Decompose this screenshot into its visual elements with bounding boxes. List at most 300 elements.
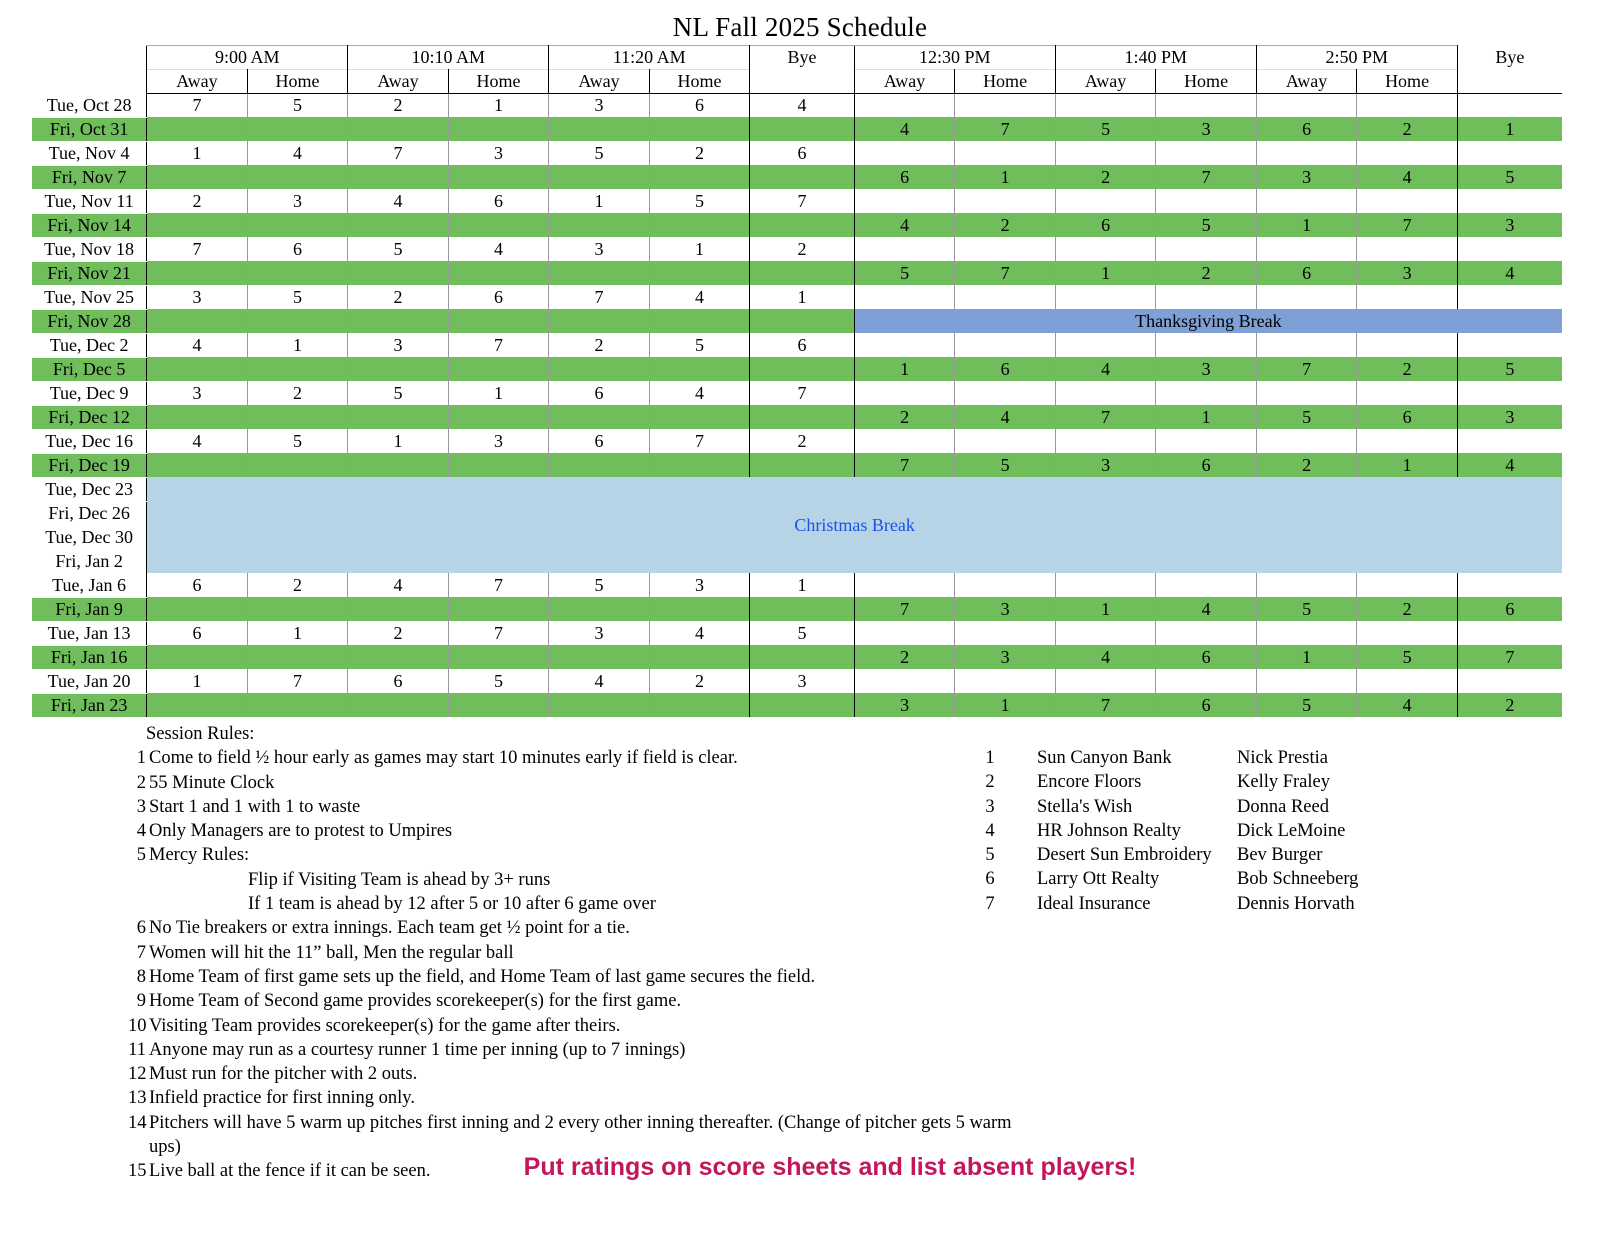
pm-game-home-2: 6 — [1357, 405, 1458, 429]
pm-game-home-1 — [1156, 381, 1257, 405]
team-number: 3 — [985, 796, 995, 817]
am-game-away-0 — [147, 165, 248, 189]
pm-game-away-0: 5 — [854, 261, 955, 285]
row-date: Tue, Dec 9 — [32, 381, 147, 405]
header-row-times — [32, 46, 1562, 70]
rule-text: Visiting Team provides scorekeeper(s) for the game after theirs. — [149, 1015, 621, 1036]
am-game-home-1 — [448, 645, 549, 669]
row-date: Tue, Jan 6 — [32, 573, 147, 597]
schedule-row — [32, 357, 1562, 381]
am-game-away-1 — [348, 453, 449, 477]
pm-game-away-1 — [1055, 237, 1156, 261]
header-time-0140: 1:40 PM — [1055, 46, 1256, 70]
am-game-away-2 — [549, 165, 650, 189]
am-game-away-2: 6 — [549, 381, 650, 405]
am-game-home-1 — [448, 261, 549, 285]
team-number: 4 — [985, 820, 995, 841]
am-game-home-1: 3 — [448, 141, 549, 165]
pm-bye-cell — [1457, 333, 1562, 357]
pm-bye-cell: 5 — [1457, 357, 1562, 381]
am-game-home-2: 4 — [649, 621, 750, 645]
rule-item — [128, 941, 1028, 965]
pm-bye-cell: 3 — [1457, 213, 1562, 237]
pm-game-home-1: 3 — [1156, 117, 1257, 141]
am-game-away-1 — [348, 213, 449, 237]
pm-bye-cell: 5 — [1457, 165, 1562, 189]
pm-game-away-2 — [1256, 189, 1357, 213]
rule-number: 9 — [136, 991, 146, 1012]
am-game-away-0: 4 — [147, 429, 248, 453]
am-game-away-1: 2 — [348, 94, 449, 118]
rule-number: 15 — [128, 1161, 147, 1182]
am-game-home-1: 1 — [448, 381, 549, 405]
pm-game-away-0 — [854, 381, 955, 405]
pm-game-home-1 — [1156, 189, 1257, 213]
pm-bye-cell — [1457, 573, 1562, 597]
rule-item — [128, 771, 1028, 795]
rule-number: 4 — [136, 821, 146, 842]
rule-number: 8 — [136, 966, 146, 987]
am-game-home-1 — [448, 309, 549, 333]
pm-game-away-0 — [854, 141, 955, 165]
am-game-home-0 — [247, 453, 348, 477]
am-game-home-1 — [448, 453, 549, 477]
pm-game-away-1: 4 — [1055, 645, 1156, 669]
schedule-row — [32, 669, 1562, 693]
rule-number: 10 — [128, 1015, 147, 1036]
am-game-away-0 — [147, 117, 248, 141]
am-game-home-2: 3 — [649, 573, 750, 597]
am-game-home-0: 5 — [247, 285, 348, 309]
rule-item — [128, 1014, 1028, 1038]
pm-game-home-2 — [1357, 94, 1458, 118]
rule-item — [128, 1086, 1028, 1110]
rule-number: 14 — [128, 1112, 147, 1133]
am-game-home-0: 2 — [247, 381, 348, 405]
am-bye-cell — [750, 165, 855, 189]
am-game-away-0: 2 — [147, 189, 248, 213]
am-game-home-1: 7 — [448, 621, 549, 645]
pm-game-away-0 — [854, 94, 955, 118]
am-game-away-0 — [147, 453, 248, 477]
am-game-home-2 — [649, 645, 750, 669]
pm-game-away-1 — [1055, 333, 1156, 357]
pm-game-away-1 — [1055, 189, 1156, 213]
pm-game-home-1: 5 — [1156, 213, 1257, 237]
pm-game-away-2 — [1256, 429, 1357, 453]
rule-item — [128, 795, 1028, 819]
am-game-away-1 — [348, 597, 449, 621]
am-bye-cell — [750, 453, 855, 477]
am-game-home-2 — [649, 453, 750, 477]
pm-game-home-2: 2 — [1357, 117, 1458, 141]
rule-item — [128, 819, 1028, 843]
am-bye-cell — [750, 261, 855, 285]
team-row — [975, 770, 1358, 794]
pm-game-home-1 — [1156, 669, 1257, 693]
am-game-home-2: 7 — [649, 429, 750, 453]
header-home-0250: Home — [1357, 70, 1458, 94]
team-name: Desert Sun Embroidery — [1037, 845, 1212, 866]
header-row-awayhome — [32, 70, 1562, 94]
am-game-home-2: 5 — [649, 189, 750, 213]
pm-game-away-1: 5 — [1055, 117, 1156, 141]
pm-game-home-0 — [955, 573, 1056, 597]
rule-text: Start 1 and 1 with 1 to waste — [149, 796, 361, 817]
mercy-rules-sublist — [128, 868, 1028, 917]
pm-game-away-1 — [1055, 573, 1156, 597]
am-game-home-2: 1 — [649, 237, 750, 261]
pm-game-home-1: 7 — [1156, 165, 1257, 189]
schedule-row — [32, 165, 1562, 189]
pm-bye-cell — [1457, 189, 1562, 213]
pm-game-away-2: 6 — [1256, 261, 1357, 285]
schedule-row — [32, 261, 1562, 285]
header-bye-am: Bye — [750, 46, 855, 70]
pm-game-away-0 — [854, 573, 955, 597]
mercy-rule-line: If 1 team is ahead by 12 after 5 or 10 after 6 game over — [248, 894, 656, 915]
am-game-away-1: 2 — [348, 285, 449, 309]
pm-game-home-2 — [1357, 333, 1458, 357]
am-bye-cell: 5 — [750, 621, 855, 645]
am-game-home-0: 1 — [247, 333, 348, 357]
pm-game-away-0 — [854, 429, 955, 453]
pm-game-home-0 — [955, 381, 1056, 405]
row-date: Tue, Dec 16 — [32, 429, 147, 453]
row-date: Fri, Jan 2 — [32, 549, 147, 573]
pm-game-home-2: 4 — [1357, 693, 1458, 717]
pm-game-away-1: 1 — [1055, 261, 1156, 285]
pm-game-home-1: 3 — [1156, 357, 1257, 381]
team-name: Encore Floors — [1037, 772, 1142, 793]
pm-bye-cell — [1457, 429, 1562, 453]
row-date: Fri, Jan 23 — [32, 693, 147, 717]
schedule-row — [32, 141, 1562, 165]
am-game-away-1 — [348, 261, 449, 285]
header-bye-pm-sub — [1457, 70, 1562, 94]
am-game-home-1: 7 — [448, 333, 549, 357]
pm-game-home-2: 2 — [1357, 597, 1458, 621]
team-name: Stella's Wish — [1037, 796, 1133, 817]
pm-bye-cell — [1457, 94, 1562, 118]
team-row — [975, 843, 1358, 867]
pm-game-home-0: 2 — [955, 213, 1056, 237]
row-date: Fri, Nov 28 — [32, 309, 147, 333]
am-game-away-2: 7 — [549, 285, 650, 309]
pm-game-away-2 — [1256, 381, 1357, 405]
am-game-away-0 — [147, 261, 248, 285]
row-date: Tue, Dec 23 — [32, 477, 147, 501]
row-date: Fri, Dec 19 — [32, 453, 147, 477]
team-manager: Bev Burger — [1237, 845, 1323, 866]
am-bye-cell: 3 — [750, 669, 855, 693]
schedule-body — [32, 94, 1562, 718]
header-away-0250: Away — [1256, 70, 1357, 94]
rule-text: Home Team of Second game provides scorekeeper(s) for the first game. — [149, 991, 682, 1012]
pm-game-away-1 — [1055, 669, 1156, 693]
pm-game-away-2 — [1256, 621, 1357, 645]
am-game-away-1 — [348, 405, 449, 429]
am-game-away-2 — [549, 453, 650, 477]
pm-bye-cell: 2 — [1457, 693, 1562, 717]
schedule-row — [32, 285, 1562, 309]
team-number: 7 — [985, 893, 995, 914]
pm-game-home-1: 4 — [1156, 597, 1257, 621]
session-rules — [128, 722, 1028, 1184]
am-game-home-0: 7 — [247, 669, 348, 693]
pm-game-home-1 — [1156, 333, 1257, 357]
rule-number: 12 — [128, 1064, 147, 1085]
rule-number: 11 — [128, 1039, 146, 1060]
pm-game-home-1 — [1156, 621, 1257, 645]
schedule-row — [32, 381, 1562, 405]
header-away-1120: Away — [549, 70, 650, 94]
pm-game-away-1: 2 — [1055, 165, 1156, 189]
header-time-1010: 10:10 AM — [348, 46, 549, 70]
pm-bye-cell — [1457, 285, 1562, 309]
am-game-home-1 — [448, 165, 549, 189]
am-game-home-2 — [649, 261, 750, 285]
mercy-rule-line: Flip if Visiting Team is ahead by 3+ runs — [248, 869, 551, 890]
am-game-away-0: 1 — [147, 141, 248, 165]
am-game-home-0: 2 — [247, 573, 348, 597]
header-bye-am-sub — [750, 70, 855, 94]
pm-game-home-2 — [1357, 189, 1458, 213]
pm-game-away-2 — [1256, 573, 1357, 597]
pm-game-away-2 — [1256, 237, 1357, 261]
pm-game-home-0 — [955, 669, 1056, 693]
row-date: Tue, Jan 20 — [32, 669, 147, 693]
pm-game-away-2: 6 — [1256, 117, 1357, 141]
pm-game-home-2: 7 — [1357, 213, 1458, 237]
rule-number: 1 — [136, 748, 146, 769]
pm-game-home-1 — [1156, 94, 1257, 118]
pm-game-home-0: 6 — [955, 357, 1056, 381]
pm-game-away-0: 2 — [854, 645, 955, 669]
pm-game-away-2 — [1256, 333, 1357, 357]
am-bye-cell — [750, 309, 855, 333]
am-game-away-2 — [549, 405, 650, 429]
pm-game-away-2 — [1256, 141, 1357, 165]
pm-game-away-0: 1 — [854, 357, 955, 381]
header-date-blank — [32, 70, 147, 94]
pm-game-home-2 — [1357, 381, 1458, 405]
am-game-away-0 — [147, 213, 248, 237]
pm-game-home-2 — [1357, 141, 1458, 165]
row-date: Tue, Dec 30 — [32, 525, 147, 549]
am-game-away-0: 7 — [147, 94, 248, 118]
header-away-1230: Away — [854, 70, 955, 94]
am-game-home-2: 6 — [649, 94, 750, 118]
am-game-away-0 — [147, 645, 248, 669]
am-game-away-0 — [147, 357, 248, 381]
am-game-home-2 — [649, 597, 750, 621]
pm-game-home-0 — [955, 94, 1056, 118]
am-bye-cell — [750, 597, 855, 621]
rule-item — [128, 1062, 1028, 1086]
pm-bye-cell — [1457, 621, 1562, 645]
team-row — [975, 892, 1358, 916]
rule-text: Women will hit the 11” ball, Men the regular ball — [149, 942, 514, 963]
pm-game-home-2: 4 — [1357, 165, 1458, 189]
am-bye-cell: 1 — [750, 285, 855, 309]
row-date: Fri, Oct 31 — [32, 117, 147, 141]
schedule-row — [32, 309, 1562, 333]
pm-game-home-0: 4 — [955, 405, 1056, 429]
pm-game-home-0 — [955, 237, 1056, 261]
pm-game-away-0: 3 — [854, 693, 955, 717]
schedule-row — [32, 94, 1562, 118]
row-date: Tue, Jan 13 — [32, 621, 147, 645]
header-home-1120: Home — [649, 70, 750, 94]
schedule-row — [32, 213, 1562, 237]
am-game-away-2 — [549, 645, 650, 669]
pm-game-away-0 — [854, 621, 955, 645]
footer-note: Put ratings on score sheets and list absent players! — [523, 1153, 1137, 1181]
am-game-home-0: 6 — [247, 237, 348, 261]
am-bye-cell — [750, 213, 855, 237]
am-game-home-0 — [247, 597, 348, 621]
am-game-home-0 — [247, 357, 348, 381]
pm-game-home-1: 6 — [1156, 693, 1257, 717]
am-game-away-2: 2 — [549, 333, 650, 357]
schedule-table-wrapper — [32, 45, 1562, 718]
pm-game-home-0: 7 — [955, 261, 1056, 285]
am-game-away-1: 5 — [348, 381, 449, 405]
pm-game-home-0: 7 — [955, 117, 1056, 141]
team-row — [975, 746, 1358, 770]
am-game-home-1: 5 — [448, 669, 549, 693]
pm-game-home-1 — [1156, 573, 1257, 597]
header-corner-blank — [32, 46, 147, 70]
team-number: 2 — [985, 772, 995, 793]
am-game-away-1: 5 — [348, 237, 449, 261]
am-game-away-0: 3 — [147, 285, 248, 309]
team-manager: Nick Prestia — [1237, 748, 1328, 768]
am-game-home-2: 5 — [649, 333, 750, 357]
am-game-away-1 — [348, 117, 449, 141]
pm-game-away-0: 7 — [854, 453, 955, 477]
header-away-1010: Away — [348, 70, 449, 94]
am-game-away-1 — [348, 165, 449, 189]
am-game-home-0 — [247, 117, 348, 141]
pm-game-away-1: 7 — [1055, 405, 1156, 429]
am-game-away-2 — [549, 261, 650, 285]
am-game-away-1 — [348, 645, 449, 669]
team-roster — [975, 746, 1358, 916]
am-bye-cell: 7 — [750, 189, 855, 213]
am-game-away-2: 3 — [549, 94, 650, 118]
team-manager: Dennis Horvath — [1237, 893, 1355, 914]
pm-game-away-2 — [1256, 94, 1357, 118]
am-game-home-0: 5 — [247, 94, 348, 118]
am-game-away-2: 4 — [549, 669, 650, 693]
am-game-away-0 — [147, 693, 248, 717]
schedule-row — [32, 405, 1562, 429]
am-game-home-2 — [649, 165, 750, 189]
am-bye-cell — [750, 405, 855, 429]
pm-game-away-1 — [1055, 94, 1156, 118]
pm-game-home-2: 1 — [1357, 453, 1458, 477]
team-row — [975, 819, 1358, 843]
rule-text: Live ball at the fence if it can be seen. — [149, 1161, 431, 1182]
pm-game-away-2: 3 — [1256, 165, 1357, 189]
pm-game-home-1 — [1156, 429, 1257, 453]
team-name: Ideal Insurance — [1037, 893, 1151, 914]
pm-game-away-2: 5 — [1256, 693, 1357, 717]
pm-game-away-0: 2 — [854, 405, 955, 429]
pm-game-away-2: 1 — [1256, 645, 1357, 669]
am-bye-cell — [750, 693, 855, 717]
pm-game-away-0 — [854, 237, 955, 261]
row-date: Tue, Nov 4 — [32, 141, 147, 165]
team-row — [975, 795, 1358, 819]
team-name: Sun Canyon Bank — [1037, 748, 1172, 768]
rule-text: Home Team of first game sets up the field, and Home Team of last game secures the field. — [149, 966, 816, 987]
schedule-row — [32, 429, 1562, 453]
pm-game-home-2: 5 — [1357, 645, 1458, 669]
team-number: 1 — [985, 748, 995, 768]
am-game-home-0: 5 — [247, 429, 348, 453]
am-game-away-2: 5 — [549, 141, 650, 165]
pm-game-home-0 — [955, 285, 1056, 309]
am-game-away-1: 1 — [348, 429, 449, 453]
am-game-home-1 — [448, 213, 549, 237]
am-game-away-2 — [549, 309, 650, 333]
pm-game-home-0: 5 — [955, 453, 1056, 477]
pm-game-home-0 — [955, 333, 1056, 357]
am-game-away-2 — [549, 213, 650, 237]
am-game-home-0 — [247, 213, 348, 237]
header-away-0900: Away — [147, 70, 248, 94]
pm-game-home-0 — [955, 429, 1056, 453]
am-bye-cell — [750, 357, 855, 381]
schedule-row — [32, 645, 1562, 669]
rule-item — [128, 1038, 1028, 1062]
am-game-away-0 — [147, 597, 248, 621]
rules-list-part2 — [128, 916, 1028, 1183]
am-game-away-1: 3 — [348, 333, 449, 357]
pm-bye-cell — [1457, 237, 1562, 261]
page-title: NL Fall 2025 Schedule — [672, 12, 928, 42]
schedule-row — [32, 117, 1562, 141]
am-game-home-2 — [649, 309, 750, 333]
pm-game-home-2 — [1357, 285, 1458, 309]
am-game-away-1: 7 — [348, 141, 449, 165]
pm-game-away-2: 1 — [1256, 213, 1357, 237]
schedule-row — [32, 597, 1562, 621]
am-game-home-0 — [247, 405, 348, 429]
team-number: 5 — [985, 845, 995, 866]
rule-number: 13 — [128, 1088, 147, 1109]
am-game-away-2: 1 — [549, 189, 650, 213]
am-bye-cell: 6 — [750, 333, 855, 357]
pm-game-home-1: 2 — [1156, 261, 1257, 285]
row-date: Fri, Dec 26 — [32, 501, 147, 525]
row-date: Fri, Nov 14 — [32, 213, 147, 237]
am-game-away-0: 1 — [147, 669, 248, 693]
schedule-row — [32, 333, 1562, 357]
row-date: Fri, Jan 9 — [32, 597, 147, 621]
schedule-head — [32, 46, 1562, 94]
am-game-away-2 — [549, 117, 650, 141]
am-game-home-0 — [247, 165, 348, 189]
am-game-home-0 — [247, 645, 348, 669]
am-bye-cell: 1 — [750, 573, 855, 597]
christmas-break-row — [32, 477, 1562, 501]
pm-game-home-0: 3 — [955, 597, 1056, 621]
header-time-0900: 9:00 AM — [147, 46, 348, 70]
